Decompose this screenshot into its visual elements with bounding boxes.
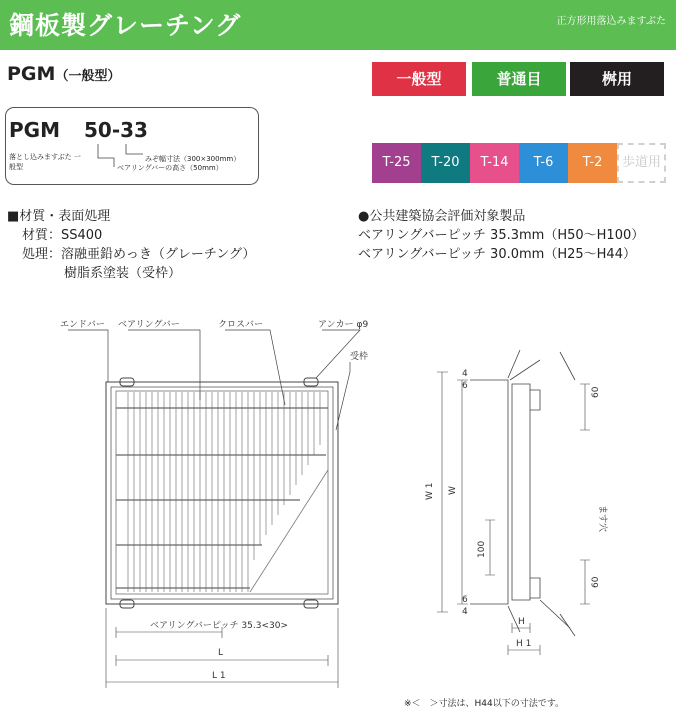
load-class-t14: T-14 xyxy=(470,143,519,183)
label-100: 100 xyxy=(477,540,487,558)
label-H: H xyxy=(518,617,525,627)
label-frame: 受枠 xyxy=(350,352,369,362)
label-6-bottom: 6 xyxy=(462,595,468,605)
label-anchor: アンカー φ9 xyxy=(318,320,369,330)
label-bearing-bar: ベアリングバー xyxy=(118,320,180,330)
code-series-desc: 落とし込みますぶた 一般型 xyxy=(9,153,81,171)
code-number: 50-33 xyxy=(84,118,148,142)
label-pitch: ベアリングバーピッチ 35.3<30> xyxy=(150,621,288,631)
page-title: 鋼板製グレーチング xyxy=(9,11,242,40)
label-cross-bar: クロスバー xyxy=(218,320,264,330)
label-end-bar: エンドバー xyxy=(60,320,105,330)
label-6-top: 6 xyxy=(462,381,468,391)
public-heading: ●公共建築協会評価対象製品 xyxy=(358,209,526,224)
material-heading: ■材質・表面処理 xyxy=(7,209,111,224)
section-dimensions xyxy=(437,372,590,655)
load-class-t2: T-2 xyxy=(568,143,617,183)
load-class-t25: T-25 xyxy=(372,143,421,183)
tag-pit-use: 桝用 xyxy=(570,62,664,96)
code-series: PGM xyxy=(9,118,60,142)
label-4-top: 4 xyxy=(462,369,468,379)
section-view xyxy=(470,350,575,636)
footnote: ※＜ ＞寸法は、H44以下の寸法です。 xyxy=(404,699,565,709)
plan-view xyxy=(106,378,338,608)
code-height-desc: ベアリングバーの高さ（50mm） xyxy=(117,164,223,172)
treatment-line: 処理：溶融亜鉛めっき（グレーチング） xyxy=(22,247,256,262)
treatment-line-2: 樹脂系塗装（受枠） xyxy=(64,266,182,281)
tag-general: 一般型 xyxy=(372,62,466,96)
page-subtitle: 正方形用落込みますぶた xyxy=(556,16,666,27)
plan-leaders xyxy=(68,330,360,430)
material-line: 材質：SS400 xyxy=(22,228,103,243)
pitch-line-1: ベアリングバーピッチ 35.3mm（H50〜H100） xyxy=(358,228,645,243)
label-masu: ます穴 xyxy=(597,505,607,533)
frame-left xyxy=(470,380,508,604)
label-L1: L 1 xyxy=(212,671,226,681)
pitch-line-2: ベアリングバーピッチ 30.0mm（H25〜H44） xyxy=(358,247,636,262)
grating-section xyxy=(512,384,530,600)
bearing-bars xyxy=(128,392,320,592)
tag-normal-mesh: 普通目 xyxy=(472,62,566,96)
label-4-bottom: 4 xyxy=(462,607,468,617)
label-W1: W 1 xyxy=(425,482,435,500)
cutaway-edge xyxy=(250,470,328,592)
label-H1: H 1 xyxy=(516,639,532,649)
label-60-bottom: 60 xyxy=(591,576,601,588)
label-L: L xyxy=(218,648,224,658)
load-class-sidewalk: 歩道用 xyxy=(617,143,666,183)
product-type: （一般型） xyxy=(55,69,121,84)
code-size-desc: みぞ幅寸法（300×300mm） xyxy=(145,155,241,163)
load-class-t20: T-20 xyxy=(421,143,470,183)
label-W: W xyxy=(448,486,458,495)
product-code: PGM xyxy=(7,63,56,85)
frame-outline xyxy=(106,382,338,604)
label-60-top: 60 xyxy=(591,386,601,398)
load-class-t6: T-6 xyxy=(519,143,568,183)
